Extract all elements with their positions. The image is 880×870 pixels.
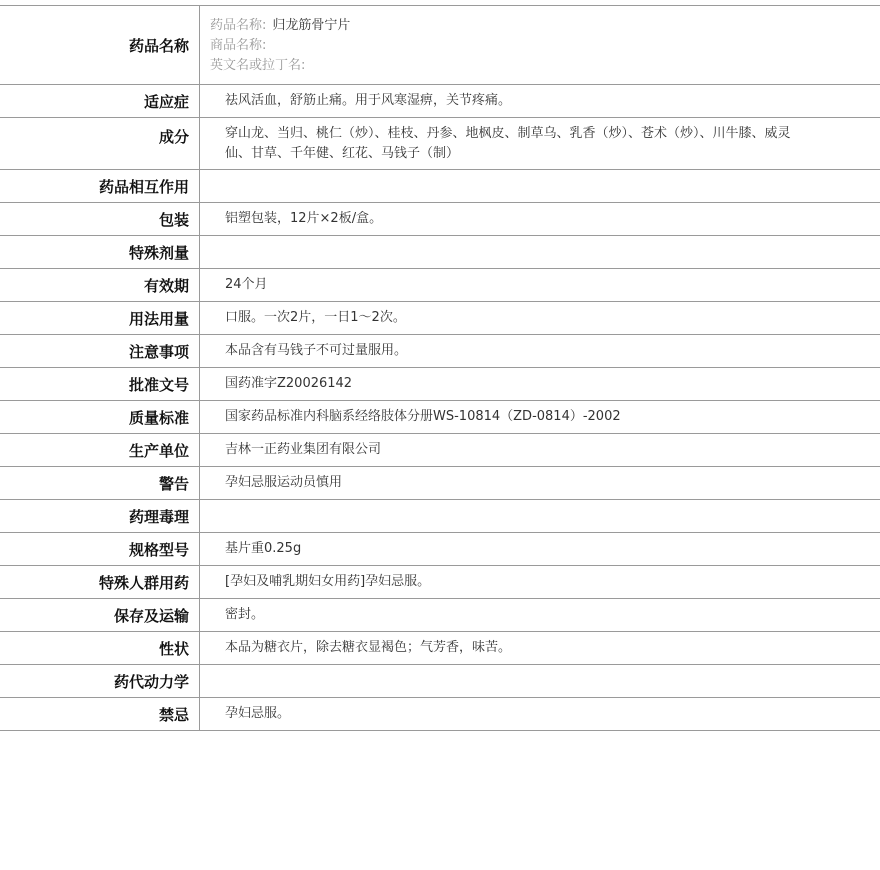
row-label: 禁忌 [0,698,200,730]
table-row-manufacturer [0,434,880,467]
row-value: 吉林一正药业集团有限公司 [225,442,382,457]
english-name-label: 英文名或拉丁名: [210,58,306,73]
row-value: 密封。 [225,607,265,622]
table-row-indications [0,85,880,118]
table-row-quality-standard [0,401,880,434]
row-label: 包装 [0,203,200,235]
table-row-special-populations [0,566,880,599]
row-label: 生产单位 [0,434,200,466]
row-value: 24个月 [225,277,268,292]
drug-info-table [0,5,880,731]
row-label: 注意事项 [0,335,200,367]
row-label: 警告 [0,467,200,499]
row-value [200,170,880,202]
table-row-precautions [0,335,880,368]
row-label: 有效期 [0,269,200,301]
trade-name-label: 商品名称: [210,38,267,53]
table-row-description [0,632,880,665]
row-value: 国药准字Z20026142 [225,376,353,391]
row-label: 药代动力学 [0,665,200,697]
row-label: 性状 [0,632,200,664]
row-label: 批准文号 [0,368,200,400]
row-value: 铝塑包装，12片×2板/盒。 [225,211,383,226]
table-row-dosage [0,302,880,335]
table-row-contraindications [0,698,880,731]
drug-name-values [200,6,880,84]
table-row-pharmacokinetics [0,665,880,698]
table-row-storage [0,599,880,632]
row-value: 本品为糖衣片，除去糖衣显褐色；气芳香，味苦。 [225,640,512,655]
row-label: 药品相互作用 [0,170,200,202]
table-row-specification [0,533,880,566]
row-value: 国家药品标准内科脑系经络肢体分册WS-10814（ZD-0814）-2002 [225,409,621,424]
row-value [200,500,880,532]
row-label: 质量标准 [0,401,200,433]
row-value: 穿山龙、当归、桃仁（炒）、桂枝、丹参、地枫皮、制草乌、乳香（炒）、苍术（炒）、川牛膝、威灵仙、甘草、千年健、红花、马钱子（制） [225,125,791,161]
row-label: 特殊人群用药 [0,566,200,598]
row-label: 保存及运输 [0,599,200,631]
generic-name-label: 药品名称: [210,18,267,33]
table-row-packaging [0,203,880,236]
row-label: 规格型号 [0,533,200,565]
row-value: [孕妇及哺乳期妇女用药]孕妇忌服。 [225,574,431,589]
table-row-pharmacology [0,500,880,533]
row-value [200,236,880,268]
table-row-interactions [0,170,880,203]
table-row-warning [0,467,880,500]
row-label: 特殊剂量 [0,236,200,268]
row-value: 孕妇忌服运动员慎用 [225,475,343,490]
row-value: 基片重0.25g [225,541,302,556]
row-label: 成分 [0,118,200,169]
table-row-approval-number [0,368,880,401]
generic-name-line [210,16,800,36]
table-row-ingredients [0,118,880,170]
row-label: 药理毒理 [0,500,200,532]
row-label: 药品名称 [0,6,200,84]
row-value: 口服。一次2片，一日1～2次。 [225,310,406,325]
trade-name-line [210,36,800,56]
row-label: 用法用量 [0,302,200,334]
table-row-special-dosage [0,236,880,269]
table-row-shelf-life [0,269,880,302]
row-label: 适应症 [0,85,200,117]
generic-name-value: 归龙筋骨宁片 [272,18,351,33]
row-value: 祛风活血，舒筋止痛。用于风寒湿痹，关节疼痛。 [225,93,512,108]
table-row-drug-name [0,6,880,85]
row-value [200,665,880,697]
english-name-line [210,56,800,76]
row-value: 本品含有马钱子不可过量服用。 [225,343,408,358]
row-value: 孕妇忌服。 [225,706,291,721]
